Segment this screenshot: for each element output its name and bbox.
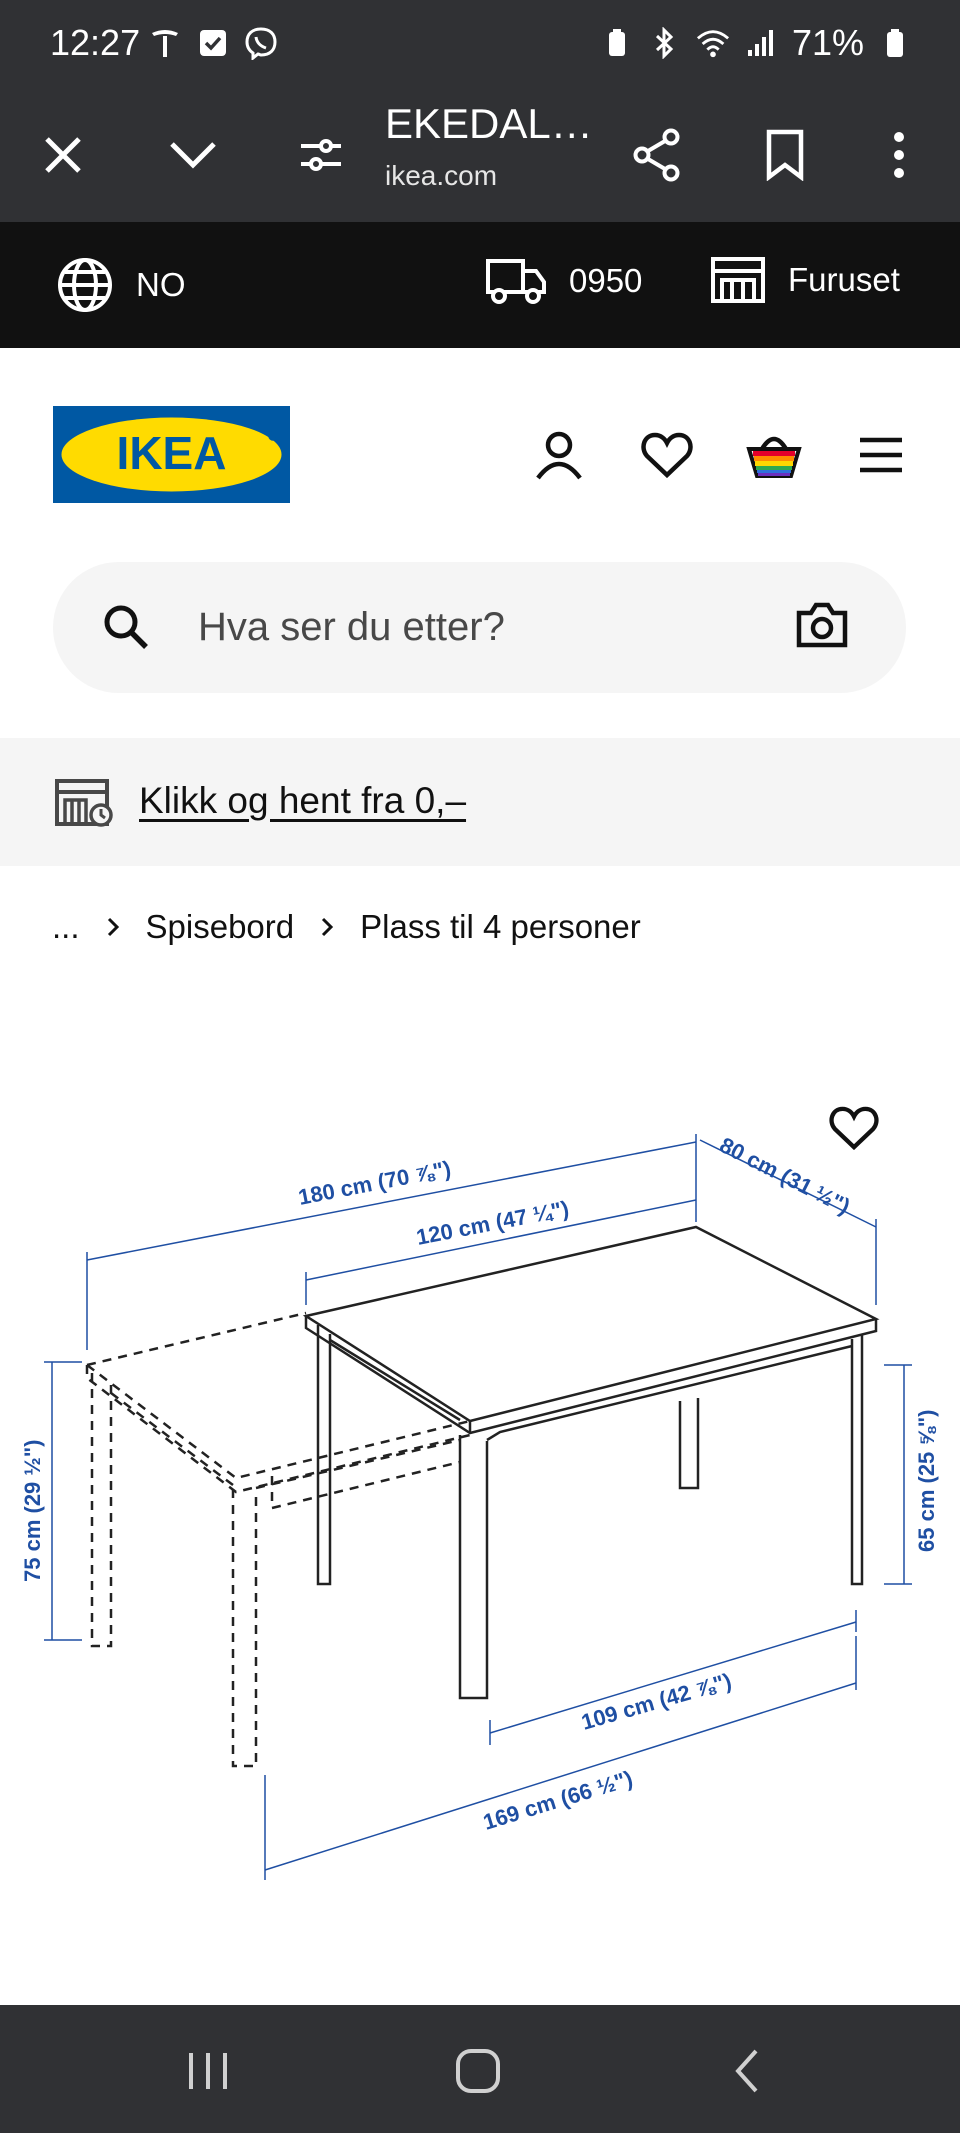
breadcrumb-item-spisebord[interactable]: Spisebord	[145, 908, 295, 945]
breadcrumb-ellipsis[interactable]: ...	[52, 908, 80, 945]
country-selector[interactable]	[56, 256, 186, 314]
dim-width: 120 cm (47 ¼")	[414, 1195, 571, 1250]
status-time: 12:27	[50, 22, 141, 63]
bookmark-icon[interactable]	[752, 122, 818, 188]
globe-icon	[56, 256, 114, 314]
country-label: NO	[136, 266, 186, 303]
site-settings-icon[interactable]	[288, 122, 354, 188]
click-collect-icon	[54, 778, 114, 828]
store-selector[interactable]	[710, 256, 900, 304]
breadcrumb-item-current: Plass til 4 personer	[360, 908, 641, 945]
search-input[interactable]	[198, 594, 758, 660]
breadcrumb	[52, 908, 641, 946]
add-to-favourites-button[interactable]	[826, 1100, 882, 1156]
dim-leg-clearance-width: 109 cm (42 ⅞")	[578, 1668, 735, 1735]
dim-depth: 80 cm (31 ½")	[715, 1132, 855, 1220]
dim-leg-clearance-height: 65 cm (25 ⅝")	[914, 1409, 939, 1552]
favourites-icon[interactable]	[636, 424, 698, 486]
back-icon[interactable]	[717, 2041, 777, 2101]
dimension-lines	[44, 1134, 912, 1880]
click-collect-banner	[0, 738, 960, 866]
chevron-down-icon[interactable]	[160, 122, 226, 188]
home-icon[interactable]	[448, 2041, 508, 2101]
page-url[interactable]: ikea.com	[385, 160, 498, 191]
share-icon[interactable]	[624, 122, 690, 188]
table-outline	[87, 1227, 876, 1766]
more-vert-icon[interactable]	[866, 122, 932, 188]
ikea-top-strip	[0, 222, 960, 348]
wifi-icon	[696, 24, 730, 62]
product-dimension-image[interactable]	[0, 1060, 960, 1920]
dim-leg-clearance-width-extended: 169 cm (66 ½")	[480, 1765, 636, 1835]
dim-width-extended: 180 cm (70 ⅞")	[296, 1155, 453, 1210]
browser-toolbar	[0, 88, 960, 222]
store-icon	[710, 256, 766, 304]
search-bar[interactable]	[53, 562, 906, 693]
checkbox-notification-icon	[196, 24, 230, 62]
search-icon	[101, 602, 151, 652]
click-collect-link[interactable]: Klikk og hent fra 0,–	[139, 780, 467, 821]
postal-code-label: 0950	[569, 262, 643, 299]
heart-icon	[829, 1106, 879, 1150]
chevron-right-icon	[106, 916, 120, 938]
system-navigation-bar	[0, 2005, 960, 2133]
profile-icon[interactable]	[528, 424, 590, 486]
camera-icon[interactable]	[796, 600, 848, 650]
shopping-bag-icon[interactable]	[743, 424, 805, 486]
close-icon[interactable]	[30, 122, 96, 188]
battery-percent: 71%	[791, 22, 864, 63]
tesla-icon	[148, 24, 182, 62]
bluetooth-icon	[648, 24, 682, 62]
viber-icon	[244, 24, 278, 62]
battery-icon	[878, 24, 912, 62]
recent-apps-icon[interactable]	[178, 2041, 238, 2101]
menu-icon[interactable]	[850, 424, 912, 486]
page-title[interactable]: EKEDAL…	[385, 100, 593, 147]
logo-text: IKEA	[116, 427, 227, 479]
signal-icon	[744, 24, 778, 62]
chevron-right-icon	[320, 916, 334, 938]
store-label: Furuset	[788, 261, 900, 298]
table-dimension-drawing	[0, 1060, 960, 1920]
battery-saver-icon	[600, 24, 634, 62]
dim-height: 75 cm (29 ½")	[20, 1439, 45, 1582]
status-bar	[0, 0, 960, 88]
delivery-truck-icon	[485, 256, 547, 306]
ikea-logo[interactable]	[53, 406, 290, 503]
postal-code-selector[interactable]	[485, 256, 642, 306]
